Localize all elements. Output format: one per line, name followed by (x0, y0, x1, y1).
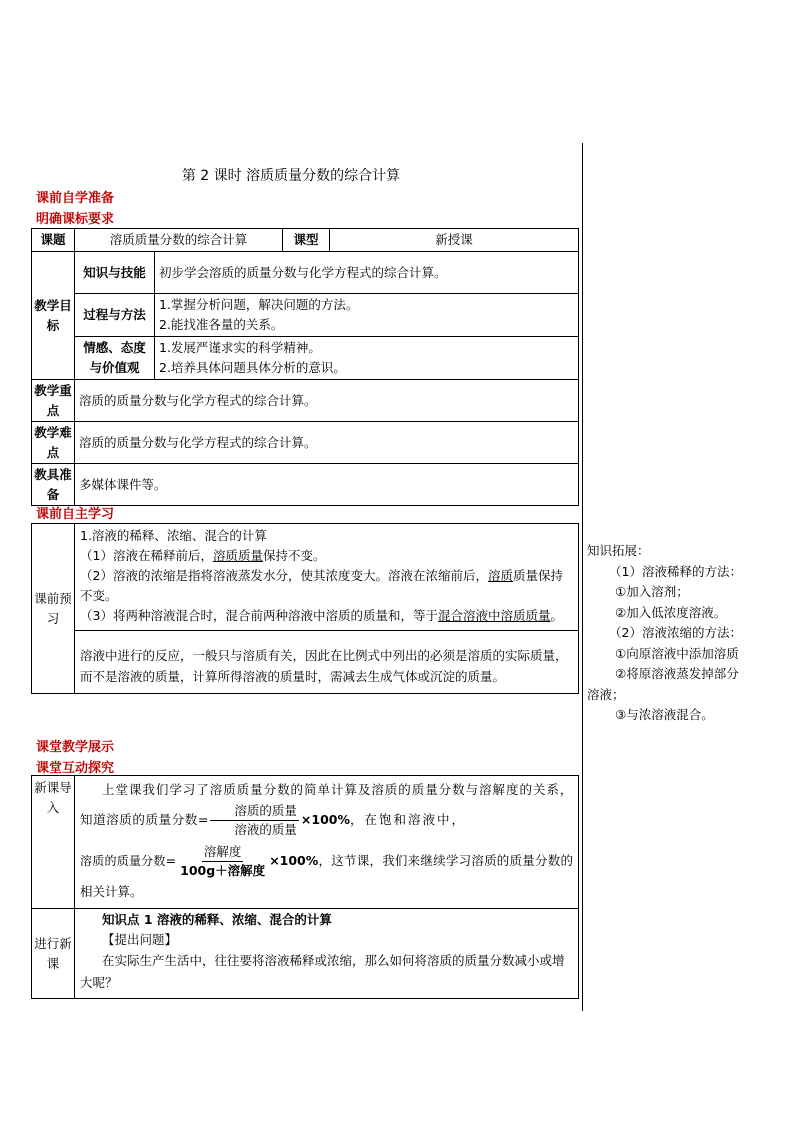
intro-paragraph-2 (80, 843, 573, 904)
text: 保持不变。 (262, 548, 326, 563)
text-line: 1.发展严谨求实的科学精神。 (159, 340, 321, 355)
fraction-denominator: 溶液的质量 (234, 822, 297, 837)
table-row (32, 294, 579, 337)
section-pre-prep: 课前自学准备 (36, 191, 115, 206)
table-row (32, 229, 579, 252)
preview-note: 溶液中进行的反应，一般只与溶质有关，因此在比例式中列出的必须是溶质的实际质量，而不是溶液的质量，计算所得溶液的质量时，需减去生成气体或沉淀的质量。 (75, 631, 579, 694)
text: = (197, 812, 209, 827)
section-class-show: 课堂教学展示 (36, 740, 115, 755)
ask-question-heading: 【提出问题】 (102, 932, 178, 947)
obj-value-attitude (155, 337, 579, 380)
table-row (32, 337, 579, 380)
preview-item-1 (80, 546, 573, 566)
text-line: 2.培养具体问题具体分析的意识。 (159, 360, 346, 375)
tools-label: 教具准备 (32, 464, 75, 506)
fraction-denominator: 100g＋溶解度 (180, 863, 266, 878)
fraction-mass (210, 802, 299, 839)
preview-item-3 (80, 606, 573, 626)
section-self-study: 课前自主学习 (36, 507, 115, 522)
table-row (32, 909, 579, 999)
side-line: ②加入低浓度溶液。 (615, 604, 727, 620)
table-row (32, 422, 579, 464)
intro-content (75, 776, 579, 909)
obj-label-knowledge: 知识与技能 (75, 252, 155, 294)
table-row (32, 252, 579, 294)
table-row (32, 776, 579, 909)
answer-underline: 混合溶液中溶质质量 (437, 608, 551, 623)
section-goals: 明确课标要求 (36, 212, 115, 227)
margin-divider (582, 143, 583, 1011)
fraction-numerator: 溶质的质量 (210, 802, 299, 821)
text-line: 1.掌握分析问题，解决问题的方法。 (159, 297, 359, 312)
answer-underline: 溶质 (487, 568, 513, 583)
tools-value: 多媒体课件等。 (75, 464, 579, 506)
type-value: 新授课 (330, 229, 579, 252)
key-label: 教学重点 (32, 380, 75, 422)
fraction-solubility (178, 843, 267, 880)
obj-value-process (155, 294, 579, 337)
preview-table (31, 523, 579, 694)
text: ×100% (300, 812, 350, 827)
side-note-title: 知识拓展： (587, 543, 650, 558)
side-line: （1）溶液稀释的方法： (609, 563, 742, 579)
table-row (32, 464, 579, 506)
obj-value-knowledge: 初步学会溶质的质量分数与化学方程式的综合计算。 (155, 252, 579, 294)
text: 上堂课我们学习了溶质质量分数的简单计算及溶质的质量分数与溶解度的关系，知道溶质的质量分数 (80, 782, 573, 827)
side-line: ②将原溶液蒸发掉部分 (615, 666, 739, 681)
table-row (32, 631, 579, 694)
text: ×100% (269, 853, 319, 868)
text: （3）将两种溶液混合时，混合前两种溶液中溶质的质量和，等于 (80, 608, 438, 623)
difficulty-label: 教学难点 (32, 422, 75, 464)
table-row (32, 380, 579, 422)
lesson-table (31, 775, 579, 999)
text: = (165, 853, 177, 868)
preview-item-2 (80, 566, 573, 606)
obj-label-process: 过程与方法 (75, 294, 155, 337)
newlesson-label: 进行新课 (32, 909, 75, 999)
objectives-label: 教学目标 (32, 252, 75, 380)
side-line: （2）溶液浓缩的方法： (609, 625, 742, 640)
text: 。 (550, 608, 563, 623)
question-text: 在实际生产生活中，往往要将溶液稀释或浓缩，那么如何将溶质的质量分数减小或增大呢？ (80, 953, 565, 990)
side-line: 溶液； (587, 686, 625, 702)
newlesson-content (75, 909, 579, 999)
page-title: 第 2 课时 溶质质量分数的综合计算 (181, 168, 401, 184)
answer-underline: 溶质质量 (212, 548, 263, 563)
side-line: ①加入溶剂； (615, 584, 689, 599)
intro-paragraph (80, 778, 573, 839)
text-line: 2.能找准各量的关系。 (159, 317, 284, 332)
side-line: ③与浓溶液混合。 (615, 707, 714, 722)
key-value: 溶质的质量分数与化学方程式的综合计算。 (75, 380, 579, 422)
text: （1）溶液在稀释前后， (80, 548, 213, 563)
obj-label-attitude: 情感、态度与价值观 (75, 337, 155, 380)
fraction-numerator: 溶解度 (202, 843, 244, 862)
text: （2）溶液的浓缩是指将溶液蒸发水分，使其浓度变大。溶液在浓缩前后， (80, 568, 488, 583)
knowledge-point-heading: 知识点 1 溶液的稀释、浓缩、混合的计算 (102, 912, 332, 927)
type-label: 课型 (283, 229, 330, 252)
section-interact: 课堂互动探究 (36, 761, 115, 776)
text: 溶质的质量分数 (80, 854, 166, 868)
preview-content (75, 524, 579, 631)
side-line: ①向原溶液中添加溶质 (615, 645, 739, 661)
preview-heading: 1.溶液的稀释、浓缩、混合的计算 (80, 528, 267, 543)
text: ，在饱和溶液中， (350, 812, 467, 827)
side-note (587, 541, 742, 726)
text: ，这节课，我们来继续学习溶质的质量分数的相关计算。 (80, 853, 573, 899)
table-row (32, 524, 579, 631)
topic-value: 溶质质量分数的综合计算 (75, 229, 283, 252)
difficulty-value: 溶质的质量分数与化学方程式的综合计算。 (75, 422, 579, 464)
text: 质量保持不变。 (80, 568, 563, 603)
goals-table (31, 228, 579, 506)
preview-label: 课前预习 (32, 524, 75, 694)
topic-label: 课题 (32, 229, 75, 252)
intro-label: 新课导入 (32, 776, 75, 909)
